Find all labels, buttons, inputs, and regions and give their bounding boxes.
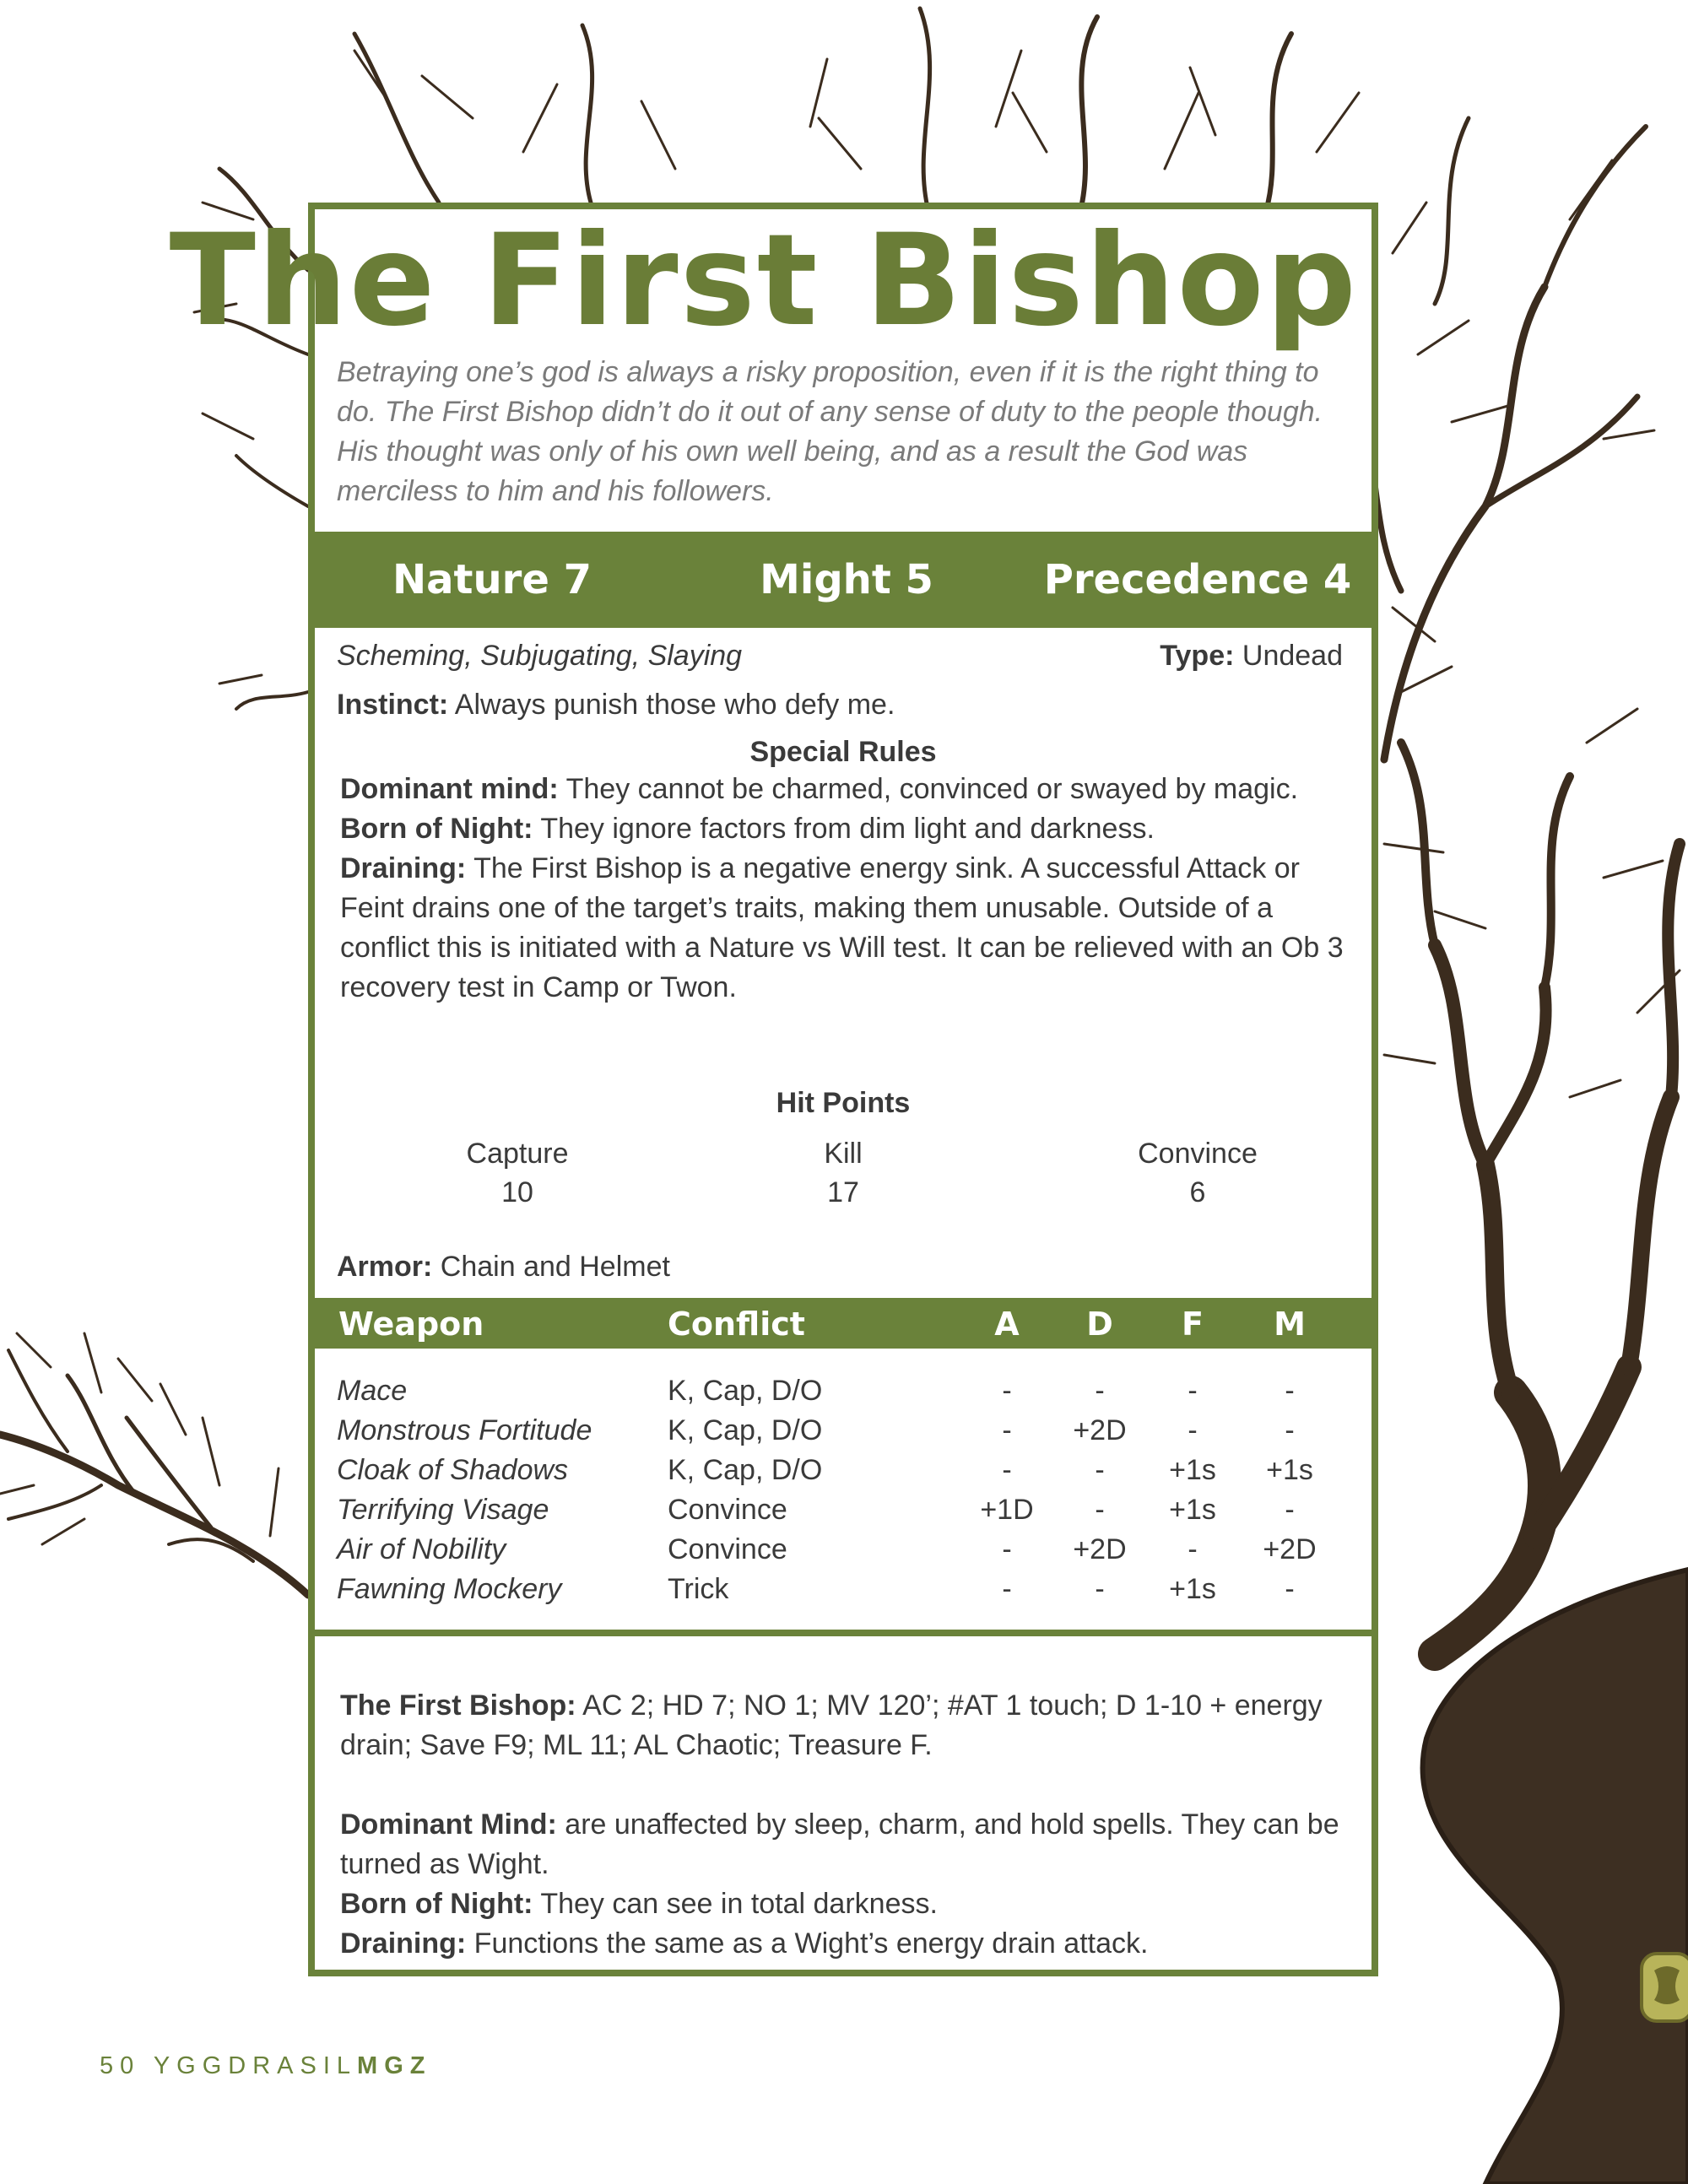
- weapon-feint: +1s: [1169, 1494, 1216, 1526]
- osr-stat-line: The First Bishop: AC 2; HD 7; NO 1; MV 120’; #AT 1 touch; D 1-10 + energy drain; Save F9; ML 11; AL Chaotic; Treasure F.: [340, 1689, 1323, 1761]
- traits-text: Scheming, Subjugating, Slaying: [337, 640, 743, 672]
- weapon-conflict: K, Cap, D/O: [668, 1375, 823, 1407]
- weapon-feint: +1s: [1169, 1573, 1216, 1605]
- weapon-name: Monstrous Fortitude: [337, 1414, 592, 1446]
- intro-text: Betraying one’s god is always a risky proposition, even if it is the right thing to do. The First Bishop didn’t do it out of any sense of duty to the people though. His thought was only of his own well being, and as a result the God was merciless to him and his followers.: [337, 356, 1323, 507]
- weapon-attack: +1D: [980, 1494, 1034, 1526]
- stat-block-card: [169, 203, 1378, 1976]
- osr-rule-draining: Draining: Functions the same as a Wight’s energy drain attack.: [340, 1927, 1149, 1960]
- weapon-maneuver: -: [1285, 1414, 1295, 1446]
- instinct-line: [337, 685, 895, 724]
- weapon-column-header: Weapon: [338, 1306, 484, 1343]
- weapon-attack: -: [1002, 1454, 1012, 1486]
- weapon-maneuver: +1s: [1266, 1454, 1313, 1486]
- precedence-stat: Precedence 4: [1043, 556, 1352, 603]
- weapon-defend: +2D: [1073, 1414, 1127, 1446]
- conflict-column-header: Conflict: [668, 1306, 805, 1343]
- section-divider: [315, 1630, 1372, 1636]
- hp-capture-label: Capture: [466, 1138, 569, 1170]
- weapon-maneuver: -: [1285, 1494, 1295, 1526]
- rule-draining: Draining: The First Bishop is a negative energy sink. A successful Attack or Feint drains one of the target’s traits, making them unusable. Outside of a conflict this is initiated with a Nature vs Will test. It can be relieved with an Ob 3 recovery test in Camp or Twon.: [340, 852, 1344, 1003]
- feint-column-header: F: [1182, 1306, 1204, 1343]
- weapon-maneuver: -: [1285, 1573, 1295, 1605]
- hp-convince-value: 6: [1189, 1176, 1206, 1208]
- weapon-conflict: Trick: [668, 1573, 729, 1605]
- rule-dominant-mind: Dominant mind: They cannot be charmed, convinced or swayed by magic.: [340, 773, 1299, 805]
- osr-rule-born-of-night: Born of Night: They can see in total darkness.: [340, 1888, 938, 1920]
- weapon-conflict: K, Cap, D/O: [668, 1454, 823, 1486]
- hit-points-heading: Hit Points: [776, 1087, 911, 1119]
- hp-kill-value: 17: [827, 1176, 859, 1208]
- weapons-header: [315, 1298, 1372, 1349]
- weapon-name: Cloak of Shadows: [337, 1454, 569, 1486]
- instinct-value: Always punish those who defy me.: [454, 689, 895, 721]
- rule-born-of-night: Born of Night: They ignore factors from dim light and darkness.: [340, 813, 1155, 845]
- weapon-name: Fawning Mockery: [337, 1573, 562, 1605]
- weapon-feint: -: [1188, 1533, 1198, 1565]
- weapon-conflict: Convince: [668, 1533, 787, 1565]
- weapon-name: Air of Nobility: [337, 1533, 506, 1565]
- weapon-attack: -: [1002, 1414, 1012, 1446]
- page-number: 50: [100, 2052, 141, 2079]
- type-value: Undead: [1242, 640, 1343, 672]
- weapon-defend: -: [1095, 1573, 1105, 1605]
- weapon-conflict: K, Cap, D/O: [668, 1414, 823, 1446]
- weapon-attack: -: [1002, 1533, 1012, 1565]
- special-rules-heading: Special Rules: [749, 736, 937, 768]
- weapon-conflict: Convince: [668, 1494, 787, 1526]
- weapon-feint: -: [1188, 1414, 1198, 1446]
- weapon-name: Terrifying Visage: [337, 1494, 549, 1526]
- stats-band: [315, 532, 1372, 628]
- osr-section: [340, 1686, 1353, 1964]
- weapon-name: Mace: [337, 1375, 408, 1407]
- weapon-defend: +2D: [1073, 1533, 1127, 1565]
- magazine-suffix: MGZ: [357, 2052, 432, 2079]
- weapon-attack: -: [1002, 1375, 1012, 1407]
- type-label: Type:: [1160, 640, 1235, 672]
- osr-spacer: [340, 1765, 1353, 1805]
- nature-stat: Nature 7: [392, 556, 592, 603]
- osr-rule-dominant-mind: Dominant Mind: are unaffected by sleep, charm, and hold spells. They can be turned as Wight.: [340, 1808, 1339, 1880]
- instinct-label: Instinct:: [337, 689, 449, 721]
- page-footer: [100, 2052, 431, 2080]
- weapon-defend: -: [1095, 1494, 1105, 1526]
- weapon-feint: +1s: [1169, 1454, 1216, 1486]
- weapon-attack: -: [1002, 1573, 1012, 1605]
- weapon-maneuver: -: [1285, 1375, 1295, 1407]
- type-line: [1160, 636, 1343, 675]
- armor-value: Chain and Helmet: [440, 1251, 670, 1283]
- hp-capture-value: 10: [501, 1176, 533, 1208]
- armor-line: [337, 1247, 670, 1286]
- armor-label: Armor:: [337, 1251, 433, 1283]
- weapon-feint: -: [1188, 1375, 1198, 1407]
- hp-kill-label: Kill: [824, 1138, 863, 1170]
- special-rules: [340, 770, 1353, 1008]
- attack-column-header: A: [994, 1306, 1020, 1343]
- maneuver-column-header: M: [1274, 1306, 1306, 1343]
- magazine-name: YGGDRASIL: [153, 2052, 358, 2079]
- might-stat: Might 5: [760, 556, 933, 603]
- defend-column-header: D: [1086, 1306, 1113, 1343]
- page-title: The First Bishop: [169, 208, 1358, 354]
- weapon-maneuver: +2D: [1263, 1533, 1317, 1565]
- weapon-defend: -: [1095, 1454, 1105, 1486]
- weapon-defend: -: [1095, 1375, 1105, 1407]
- hp-convince-label: Convince: [1138, 1138, 1258, 1170]
